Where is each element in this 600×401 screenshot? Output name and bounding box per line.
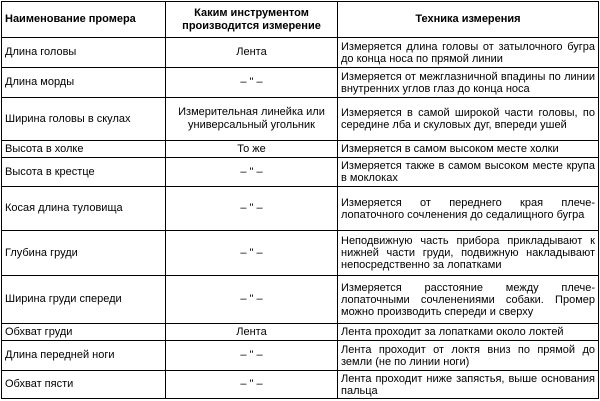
instrument: – " –	[166, 371, 338, 399]
technique: Лента проходит ниже запястья, выше основания пальца	[338, 371, 599, 399]
measurement-name: Обхват груди	[2, 324, 166, 341]
table-row	[2, 98, 599, 141]
table-row	[2, 341, 599, 371]
header-technique: Техника измерения	[338, 2, 599, 38]
instrument: Лента	[166, 38, 338, 68]
instrument: – " –	[166, 276, 338, 324]
table-row	[2, 276, 599, 324]
table-row	[2, 38, 599, 68]
technique: Измеряется расстояние между плече-лопаточными сочленениями собаки. Промер можно производить спереди и сверху	[338, 276, 599, 324]
measurement-name: Длина головы	[2, 38, 166, 68]
header-measurement-name: Наименование промера	[2, 2, 166, 38]
technique: Измеряется от переднего края плече-лопаточного сочленения до седалищного бугра	[338, 187, 599, 231]
instrument: То же	[166, 141, 338, 158]
instrument: – " –	[166, 231, 338, 276]
header-row	[2, 2, 599, 38]
table-row	[2, 324, 599, 341]
instrument: Лента	[166, 324, 338, 341]
technique: Лента проходит за лопатками около локтей	[338, 324, 599, 341]
technique: Измеряется в самой широкой части головы, по середине лба и скуловых дуг, впереди ушей	[338, 98, 599, 141]
technique: Измеряется также в самом высоком месте крупа в моклоках	[338, 158, 599, 187]
instrument: – " –	[166, 341, 338, 371]
measurement-name: Ширина груди спереди	[2, 276, 166, 324]
table-row	[2, 187, 599, 231]
technique: Измеряется от межглазничной впадины по линии внутренних углов глаз до конца носа	[338, 68, 599, 98]
header-instrument: Каким инструментом производится измерение	[166, 2, 338, 38]
technique: Лента проходит от локтя вниз по прямой до земли (не по линии ноги)	[338, 341, 599, 371]
instrument: Измерительная линейка или универсальный угольник	[166, 98, 338, 141]
measurements-table	[1, 1, 599, 399]
technique: Измеряется в самом высоком месте холки	[338, 141, 599, 158]
measurement-name: Косая длина туловища	[2, 187, 166, 231]
table-row	[2, 68, 599, 98]
measurement-name: Высота в холке	[2, 141, 166, 158]
measurement-name: Глубина груди	[2, 231, 166, 276]
measurement-name: Длина передней ноги	[2, 341, 166, 371]
instrument: – " –	[166, 158, 338, 187]
measurement-name: Длина морды	[2, 68, 166, 98]
table-row	[2, 141, 599, 158]
technique: Измеряется длина головы от затылочного бугра до конца носа по прямой линии	[338, 38, 599, 68]
instrument: – " –	[166, 187, 338, 231]
table-row	[2, 371, 599, 399]
technique: Неподвижную часть прибора прикладывают к нижней части груди, подвижную накладывают непосредственно за лопатками	[338, 231, 599, 276]
measurement-name: Обхват пясти	[2, 371, 166, 399]
instrument: – " –	[166, 68, 338, 98]
table-row	[2, 158, 599, 187]
table-row	[2, 231, 599, 276]
measurement-name: Высота в крестце	[2, 158, 166, 187]
measurement-name: Ширина головы в скулах	[2, 98, 166, 141]
